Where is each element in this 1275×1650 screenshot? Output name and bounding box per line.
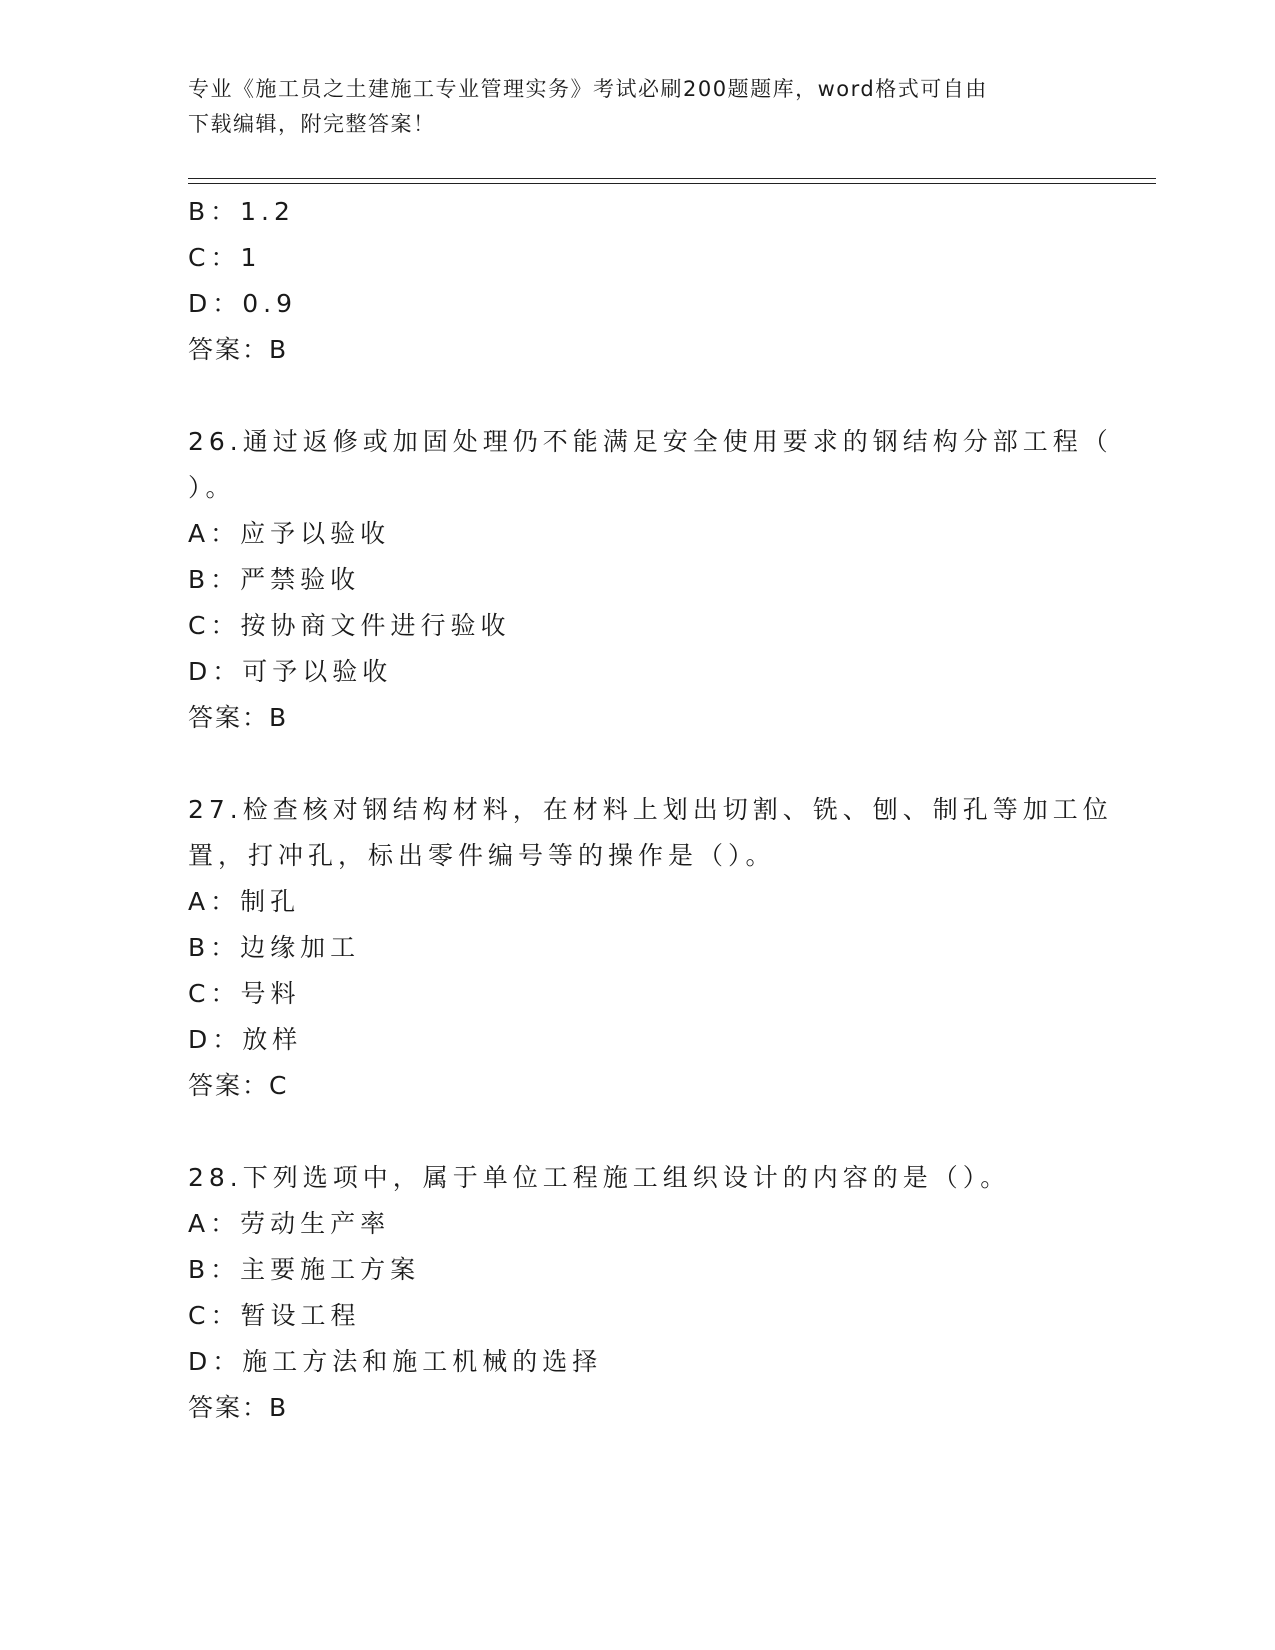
option-d: D：可予以验收 <box>188 657 393 686</box>
option-b: B：1.2 <box>188 197 295 226</box>
question-list <box>188 189 1113 1431</box>
answer-line: 答案：B <box>188 1393 289 1422</box>
option-d: D：施工方法和施工机械的选择 <box>188 1347 603 1376</box>
option-b: B：边缘加工 <box>188 933 361 962</box>
option-b: B：严禁验收 <box>188 565 361 594</box>
question-27 <box>188 787 1113 1109</box>
option-a: A：劳动生产率 <box>188 1209 391 1238</box>
option-b: B：主要施工方案 <box>188 1255 421 1284</box>
option-c: C：按协商文件进行验收 <box>188 611 511 640</box>
header-line-1: 专业《施工员之土建施工专业管理实务》考试必刷200题题库，word格式可自由 <box>188 77 988 101</box>
option-a: A：制孔 <box>188 887 301 916</box>
question-text-line-2: 置，打冲孔，标出零件编号等的操作是（）。 <box>188 841 776 870</box>
answer-line: 答案：B <box>188 703 289 732</box>
option-a: A：应予以验收 <box>188 519 391 548</box>
option-c: C：号料 <box>188 979 301 1008</box>
option-d: D：放样 <box>188 1025 303 1054</box>
answer-line: 答案：C <box>188 1071 289 1100</box>
question-text-line-1: 28.下列选项中，属于单位工程施工组织设计的内容的是（）。 <box>188 1163 1011 1192</box>
option-c: C：1 <box>188 243 262 272</box>
question-text-line-1: 27.检查核对钢结构材料，在材料上划出切割、铣、刨、制孔等加工位 <box>188 795 1113 824</box>
option-d: D：0.9 <box>188 289 298 318</box>
question-28 <box>188 1155 1088 1431</box>
question-25-tail <box>188 189 1088 373</box>
question-text-line-1: 26.通过返修或加固处理仍不能满足安全使用要求的钢结构分部工程（ <box>188 427 1113 456</box>
document-header <box>188 72 1088 142</box>
question-text-line-2: ）。 <box>188 473 236 502</box>
option-c: C：暂设工程 <box>188 1301 361 1330</box>
question-26 <box>188 419 1113 741</box>
header-line-2: 下载编辑，附完整答案！ <box>188 112 436 136</box>
header-divider-bottom <box>188 183 1156 184</box>
header-divider-top <box>188 178 1156 179</box>
answer-line: 答案：B <box>188 335 289 364</box>
